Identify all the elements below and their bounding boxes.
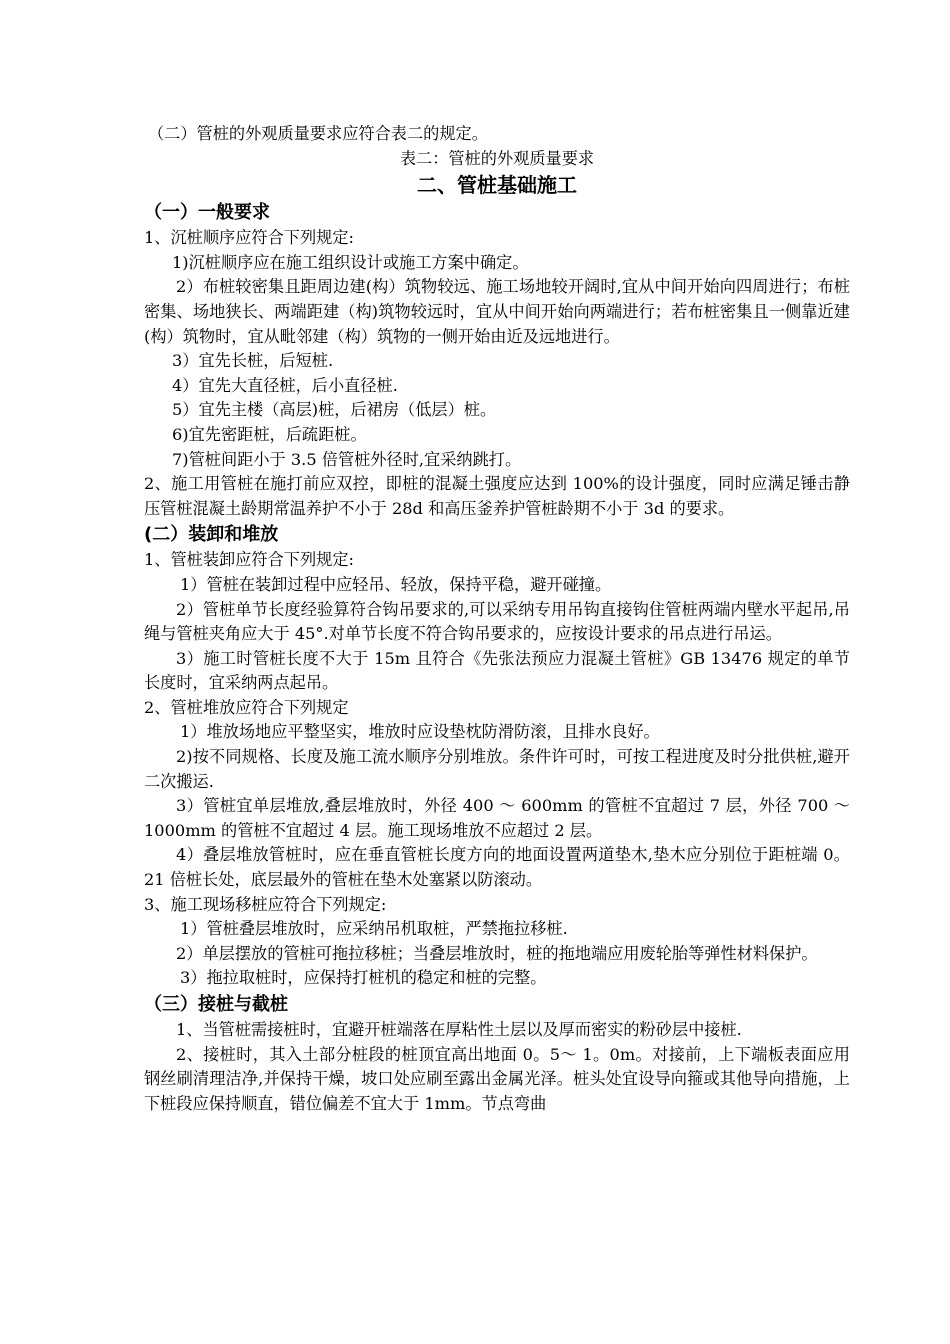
list-item: 1）堆放场地应平整坚实，堆放时应设垫枕防滑防滚，且排水良好。 — [180, 722, 660, 742]
list-item: 2）管桩单节长度经验算符合钩吊要求的,可以采纳专用吊钩直接钩住管桩两端内壁水平起吊,吊绳与管桩夹角应大于 45°.对单节长度不符合钩吊要求的，应按设计要求的吊点进行吊运。 — [144, 599, 850, 644]
section-title: 二、管桩基础施工 — [417, 173, 577, 198]
list-item: 1、当管桩需接桩时，宜避开桩端落在厚粘性土层以及厚而密实的粉砂层中接桩. — [176, 1020, 742, 1039]
list-item: 3）施工时管桩长度不大于 15m 且符合《先张法预应力混凝土管桩》GB 13476 规定的单节长度时，宜采纳两点起吊。 — [144, 648, 850, 693]
list-item: 2）布桩较密集且距周边建(构）筑物较远、施工场地较开阔时,宜从中间开始向四周进行；布桩密集、场地狭长、两端距建（构)筑物较远时，宜从中间开始向两端进行；若布桩密集且一侧靠近建(构）筑物时，宜从毗邻建（构）筑物的一侧开始由近及远地进行。 — [144, 277, 850, 346]
list-item: 2、施工用管桩在施打前应双控，即桩的混凝土强度应达到 100%的设计强度，同时应满足锤击静压管桩混凝土龄期常温养护不小于 28d 和高压釜养护管桩龄期不小于 3d 的要求。 — [144, 474, 850, 518]
list-item: 2、管桩堆放应符合下列规定 — [144, 697, 349, 717]
heading-general-requirements: （一）一般要求 — [144, 202, 270, 224]
list-item: 2）单层摆放的管桩可拖拉移桩；当叠层堆放时，桩的拖地端应用废轮胎等弹性材料保护。 — [176, 943, 818, 963]
intro-paragraph: （二）管桩的外观质量要求应符合表二的规定。 — [148, 124, 488, 143]
list-item: 1、沉桩顺序应符合下列规定: — [144, 228, 355, 248]
list-item: 1)沉桩顺序应在施工组织设计或施工方案中确定。 — [172, 252, 529, 272]
list-item: 6)宜先密距桩，后疏距桩。 — [172, 424, 367, 444]
list-item: 1）管桩叠层堆放时，应采纳吊机取桩，严禁拖拉移桩. — [180, 919, 568, 939]
list-item: 5）宜先主楼（高层)桩，后裙房（低层）桩。 — [172, 400, 497, 420]
list-item: 2、接桩时，其入土部分桩段的桩顶宜高出地面 0。5～ 1。0m。对接前，上下端板表面应用钢丝刷清理洁净,并保持干燥，坡口处应刷至露出金属光泽。桩头处宜设导向箍或其他导向措施，上下桩段应保持顺直，错位偏差不宜大于 1mm。节点弯曲 — [144, 1044, 850, 1113]
list-item: 4）叠层堆放管桩时，应在垂直管桩长度方向的地面设置两道垫木,垫木应分别位于距桩端 0。21 倍桩长处，底层最外的管桩在垫木处塞紧以防滚动。 — [144, 845, 850, 890]
list-item: 2)按不同规格、长度及施工流水顺序分别堆放。条件许可时，可按工程进度及时分批供桩,避开二次搬运. — [144, 747, 850, 791]
list-item: 3）拖拉取桩时，应保持打桩机的稳定和桩的完整。 — [180, 968, 547, 988]
table-caption: 表二：管桩的外观质量要求 — [399, 148, 595, 168]
list-item: 1）管桩在装卸过程中应轻吊、轻放，保持平稳，避开碰撞。 — [180, 574, 612, 594]
document-body — [144, 122, 850, 1116]
list-item: 3）宜先长桩，后短桩. — [172, 351, 334, 371]
heading-pile-joining-and-cutting: （三）接桩与截桩 — [144, 994, 288, 1015]
list-item: 3）管桩宜单层堆放,叠层堆放时，外径 400 ～ 600mm 的管桩不宜超过 7 层，外径 700 ～ 1000mm 的管桩不宜超过 4 层。施工现场堆放不应超过 2 层。 — [144, 796, 850, 840]
list-item: 1、管桩装卸应符合下列规定: — [144, 550, 355, 570]
heading-loading-and-stacking: (二）装卸和堆放 — [144, 524, 279, 546]
list-item: 4）宜先大直径桩，后小直径桩. — [172, 375, 398, 395]
list-item: 7)管桩间距小于 3.5 倍管桩外径时,宜采纳跳打。 — [172, 449, 522, 469]
list-item: 3、施工现场移桩应符合下列规定: — [144, 894, 387, 914]
